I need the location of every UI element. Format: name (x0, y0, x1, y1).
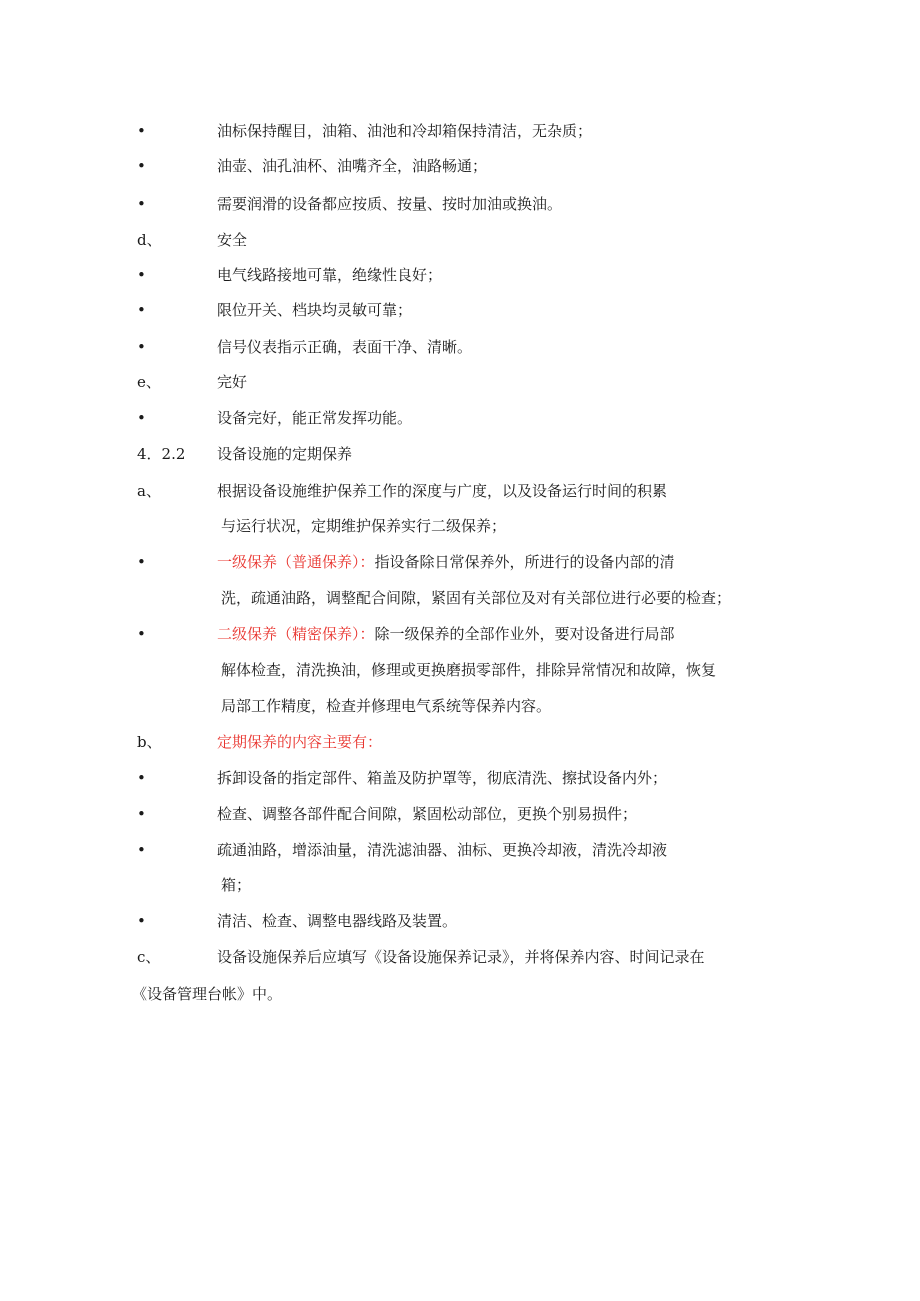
line-text: 箱； (221, 876, 252, 894)
bullet-marker: • (137, 157, 146, 175)
line-text-group (217, 624, 675, 644)
line-text: 设备设施保养后应填写《设备设施保养记录》，并将保养内容、时间记录在 (217, 948, 705, 966)
item-marker: a、 (137, 482, 161, 500)
line-text-group (217, 732, 382, 752)
bullet-marker: • (137, 409, 146, 427)
line-text: 电气线路接地可靠，绝缘性良好； (217, 266, 443, 284)
line-text: 指设备除日常保养外，所进行的设备内部的清 (374, 553, 675, 571)
line-text: 信号仪表指示正确，表面干净、清晰。 (217, 338, 473, 356)
line-text: 疏通油路，增添油量，清洗滤油器、油标、更换冷却液，清洗冷却液 (217, 841, 668, 859)
section-title: 设备设施的定期保养 (217, 445, 353, 463)
line-text: 油壶、油孔油杯、油嘴齐全，油路畅通； (217, 157, 488, 175)
section-title: 完好 (217, 373, 248, 391)
section-title: 安全 (217, 231, 248, 249)
line-text: 限位开关、档块均灵敏可靠； (217, 301, 413, 319)
line-text: 需要润滑的设备都应按质、按量、按时加油或换油。 (217, 195, 563, 213)
section-marker: e、 (137, 373, 161, 391)
bullet-marker: • (137, 553, 146, 571)
line-text: 拆卸设备的指定部件、箱盖及防护罩等，彻底清洗、擦拭设备内外； (217, 769, 668, 787)
line-text: 局部工作精度，检查并修理电气系统等保养内容。 (221, 697, 552, 715)
bullet-marker: • (137, 625, 146, 643)
highlight-text: 一级保养（普通保养）： (217, 553, 375, 571)
line-text: 除一级保养的全部作业外，要对设备进行局部 (374, 625, 675, 643)
line-text: 与运行状况，定期维护保养实行二级保养； (221, 517, 507, 535)
bullet-marker: • (137, 266, 146, 284)
bullet-marker: • (137, 195, 146, 213)
line-text: 清洁、检查、调整电器线路及装置。 (217, 912, 458, 930)
line-text: 解体检查，清洗换油，修理或更换磨损零部件，排除异常情况和故障，恢复 (221, 661, 717, 679)
line-text-group (217, 552, 675, 572)
highlight-text: 二级保养（精密保养）： (217, 625, 375, 643)
line-text: 设备完好，能正常发挥功能。 (217, 409, 413, 427)
highlight-text: 定期保养的内容主要有： (217, 733, 383, 751)
bullet-marker: • (137, 912, 146, 930)
bullet-marker: • (137, 769, 146, 787)
bullet-marker: • (137, 841, 146, 859)
item-marker: c、 (137, 948, 161, 966)
line-text: 《设备管理台帐》中。 (132, 985, 283, 1003)
section-marker: d、 (137, 231, 162, 249)
line-text: 油标保持醒目，油箱、油池和冷却箱保持清洁，无杂质； (217, 122, 593, 140)
bullet-marker: • (137, 301, 146, 319)
bullet-marker: • (137, 805, 146, 823)
section-number: 4．2.2 (137, 445, 186, 463)
bullet-marker: • (137, 338, 146, 356)
item-marker: b、 (137, 733, 162, 751)
bullet-marker: • (137, 122, 146, 140)
line-text: 洗，疏通油路，调整配合间隙，紧固有关部位及对有关部位进行必要的检查； (221, 589, 732, 607)
line-text: 检查、调整各部件配合间隙，紧固松动部位，更换个别易损件； (217, 805, 638, 823)
line-text: 根据设备设施维护保养工作的深度与广度，以及设备运行时间的积累 (217, 482, 668, 500)
